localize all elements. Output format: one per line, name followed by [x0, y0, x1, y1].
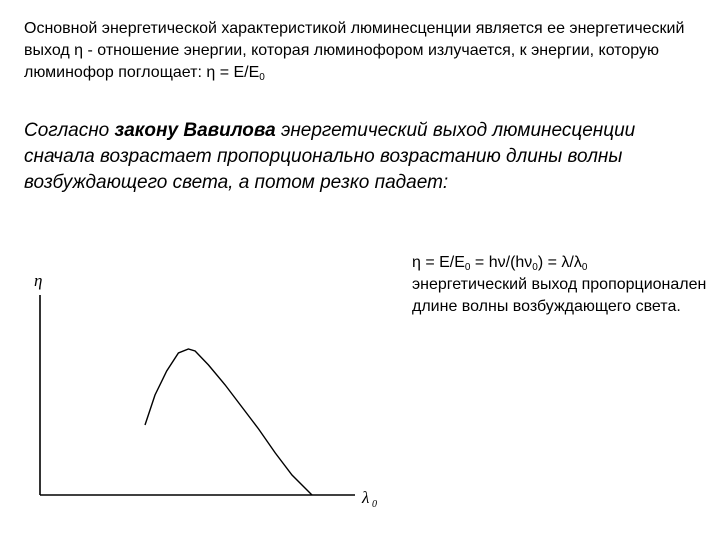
formula-part-3: ) = λ/λ [537, 254, 582, 271]
formula-line [412, 252, 712, 274]
intro-paragraph [24, 18, 704, 84]
vavilov-law-paragraph [24, 118, 684, 196]
formula-sub-3: 0 [581, 262, 588, 273]
x-axis-label: λ [362, 488, 370, 507]
vavilov-text-pre: Согласно [24, 120, 115, 141]
intro-subscript: 0 [259, 72, 265, 83]
formula-part-1: η = E/E [412, 254, 465, 271]
formula-part-2: = hν/(hν [470, 254, 533, 271]
x-axis-label-subscript: 0 [372, 499, 377, 510]
formula-sub-2: 0 [532, 262, 538, 273]
vavilov-text-post: энергетический выход люминесценции сначала возрастает пропорционально возрастанию длины волны возбуждающего света, а потом резко падает: [24, 120, 636, 193]
formula-paragraph [412, 252, 712, 318]
intro-text: Основной энергетической характеристикой люминесценции является ее энергетический выход η - отношение энергии, которая люминофором излучается, к энергии, которую люминофор поглощает: η = E/E [24, 20, 685, 81]
y-axis-label: η [34, 271, 43, 290]
formula-explanation: энергетический выход пропорционален длине волны возбуждающего света. [412, 276, 707, 315]
yield-curve-line [145, 349, 312, 495]
formula-sub-1: 0 [464, 262, 471, 273]
energy-yield-graph [0, 260, 400, 520]
vavilov-law-name: закону Вавилова [114, 120, 276, 141]
